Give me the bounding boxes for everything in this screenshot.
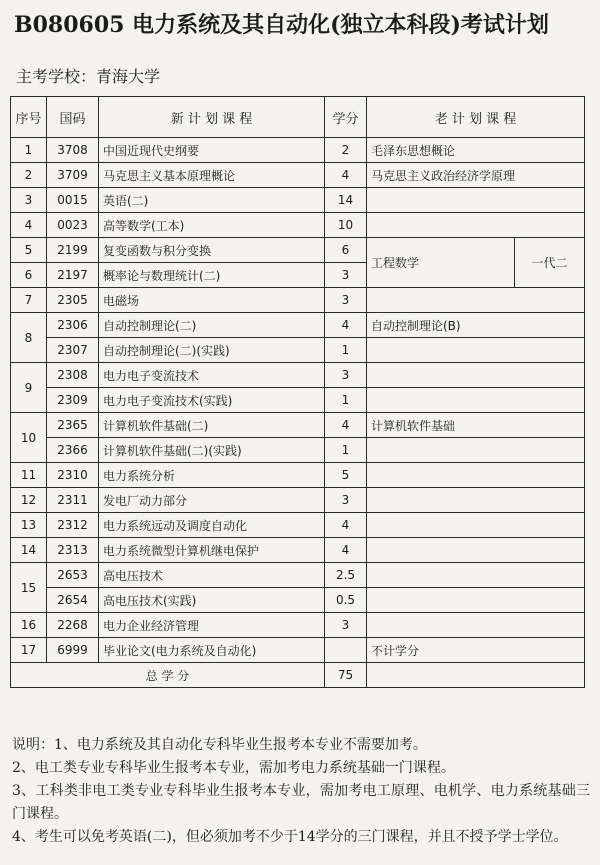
table-row (11, 188, 585, 213)
table-row (11, 163, 585, 188)
note-item: 2、电工类专业专科毕业生报考本专业，需加考电力系统基础一门课程。 (12, 760, 455, 776)
notes (12, 734, 590, 849)
cell-old-course (367, 363, 585, 388)
note-item: 4、考生可以免考英语(二)，但必须加考不少于14学分的三门课程，并且不授予学士学位。 (12, 829, 568, 845)
cell-code: 2307 (47, 338, 99, 363)
cell-course: 高等数学(工本) (99, 213, 325, 238)
cell-code: 0015 (47, 188, 99, 213)
total-row (11, 663, 585, 688)
table-row (11, 488, 585, 513)
table-row (11, 638, 585, 663)
cell-old-course: 马克思主义政治经济学原理 (367, 163, 585, 188)
table-row (11, 413, 585, 438)
cell-old-course: 不计学分 (367, 638, 585, 663)
cell-old-course (367, 338, 585, 363)
cell-old-course (367, 513, 585, 538)
cell-seq: 1 (11, 138, 47, 163)
cell-old-course: 自动控制理论(B) (367, 313, 585, 338)
cell-credit (325, 638, 367, 663)
cell-credit: 2 (325, 138, 367, 163)
cell-course: 高电压技术(实践) (99, 588, 325, 613)
cell-course: 发电厂动力部分 (99, 488, 325, 513)
table-row (11, 238, 585, 263)
cell-old-course (367, 563, 585, 588)
cell-code: 0023 (47, 213, 99, 238)
cell-course: 电力系统微型计算机继电保护 (99, 538, 325, 563)
cell-code: 2305 (47, 288, 99, 313)
cell-seq: 3 (11, 188, 47, 213)
cell-code: 2309 (47, 388, 99, 413)
cell-credit: 3 (325, 488, 367, 513)
cell-code: 6999 (47, 638, 99, 663)
cell-seq: 9 (11, 363, 47, 413)
cell-course: 电力电子变流技术 (99, 363, 325, 388)
cell-code: 2311 (47, 488, 99, 513)
cell-course: 英语(二) (99, 188, 325, 213)
cell-course: 马克思主义基本原理概论 (99, 163, 325, 188)
cell-seq: 14 (11, 538, 47, 563)
cell-old-course: 毛泽东思想概论 (367, 138, 585, 163)
cell-credit: 3 (325, 263, 367, 288)
cell-credit: 2.5 (325, 563, 367, 588)
cell-old-course (367, 438, 585, 463)
cell-course: 电力系统远动及调度自动化 (99, 513, 325, 538)
cell-seq: 10 (11, 413, 47, 463)
note-item: 3、工科类非电工类专业专科毕业生报考本专业，需加考电工原理、电机学、电力系统基础三门课程。 (12, 783, 590, 822)
table-row (11, 213, 585, 238)
cell-code: 2653 (47, 563, 99, 588)
cell-old-course (367, 288, 585, 313)
cell-old-course: 计算机软件基础 (367, 413, 585, 438)
cell-code: 3709 (47, 163, 99, 188)
cell-seq: 4 (11, 213, 47, 238)
cell-old-course-extra: 一代二 (515, 238, 585, 288)
cell-course: 计算机软件基础(二) (99, 413, 325, 438)
cell-old-course: 工程数学 (367, 238, 515, 288)
cell-old-course (367, 488, 585, 513)
table-row (11, 563, 585, 588)
cell-seq: 17 (11, 638, 47, 663)
table-row (11, 513, 585, 538)
exam-plan-table (10, 96, 585, 688)
cell-credit: 10 (325, 213, 367, 238)
cell-credit: 4 (325, 538, 367, 563)
cell-credit: 4 (325, 313, 367, 338)
cell-seq: 5 (11, 238, 47, 263)
total-label: 总 学 分 (11, 663, 325, 688)
cell-code: 2197 (47, 263, 99, 288)
cell-credit: 5 (325, 463, 367, 488)
cell-credit: 3 (325, 288, 367, 313)
cell-course: 电磁场 (99, 288, 325, 313)
table-header-row (11, 97, 585, 138)
cell-seq: 13 (11, 513, 47, 538)
cell-old-course (367, 613, 585, 638)
cell-course: 高电压技术 (99, 563, 325, 588)
table-row (11, 288, 585, 313)
cell-course: 复变函数与积分变换 (99, 238, 325, 263)
cell-old-course (367, 388, 585, 413)
cell-old-course (367, 588, 585, 613)
header-code: 国码 (47, 97, 99, 138)
cell-credit: 1 (325, 388, 367, 413)
cell-code: 2199 (47, 238, 99, 263)
cell-old-course (367, 538, 585, 563)
cell-course: 计算机软件基础(二)(实践) (99, 438, 325, 463)
cell-seq: 15 (11, 563, 47, 613)
cell-seq: 6 (11, 263, 47, 288)
cell-seq: 2 (11, 163, 47, 188)
cell-code: 2654 (47, 588, 99, 613)
cell-course: 概率论与数理统计(二) (99, 263, 325, 288)
cell-seq: 11 (11, 463, 47, 488)
cell-old-course (367, 213, 585, 238)
cell-seq: 16 (11, 613, 47, 638)
cell-credit: 0.5 (325, 588, 367, 613)
cell-course: 中国近现代史纲要 (99, 138, 325, 163)
total-value: 75 (325, 663, 367, 688)
cell-old-course (367, 463, 585, 488)
note-item: 说明：1、电力系统及其自动化专科毕业生报考本专业不需要加考。 (12, 737, 427, 753)
cell-code: 2306 (47, 313, 99, 338)
cell-course: 毕业论文(电力系统及自动化) (99, 638, 325, 663)
table-row (11, 338, 585, 363)
sponsor-school: 主考学校：青海大学 (16, 67, 161, 86)
header-seq: 序号 (11, 97, 47, 138)
cell-course: 自动控制理论(二)(实践) (99, 338, 325, 363)
table-row (11, 388, 585, 413)
cell-course: 自动控制理论(二) (99, 313, 325, 338)
cell-credit: 6 (325, 238, 367, 263)
cell-course: 电力电子变流技术(实践) (99, 388, 325, 413)
table-row (11, 463, 585, 488)
total-old-empty (367, 663, 585, 688)
header-new-course: 新 计 划 课 程 (99, 97, 325, 138)
cell-credit: 3 (325, 613, 367, 638)
cell-credit: 3 (325, 363, 367, 388)
page-title: B080605 电力系统及其自动化(独立本科段)考试计划 (14, 12, 549, 38)
cell-code: 2313 (47, 538, 99, 563)
cell-credit: 4 (325, 163, 367, 188)
table-row (11, 363, 585, 388)
cell-seq: 7 (11, 288, 47, 313)
cell-course: 电力系统分析 (99, 463, 325, 488)
cell-code: 2366 (47, 438, 99, 463)
cell-seq: 12 (11, 488, 47, 513)
table-row (11, 138, 585, 163)
cell-credit: 4 (325, 413, 367, 438)
table-row (11, 438, 585, 463)
cell-old-course (367, 188, 585, 213)
cell-code: 2310 (47, 463, 99, 488)
cell-credit: 14 (325, 188, 367, 213)
cell-code: 2365 (47, 413, 99, 438)
cell-credit: 1 (325, 438, 367, 463)
cell-code: 2308 (47, 363, 99, 388)
header-old-course: 老 计 划 课 程 (367, 97, 585, 138)
cell-code: 3708 (47, 138, 99, 163)
cell-code: 2268 (47, 613, 99, 638)
table-row (11, 588, 585, 613)
table-row (11, 313, 585, 338)
cell-credit: 1 (325, 338, 367, 363)
table-row (11, 613, 585, 638)
cell-course: 电力企业经济管理 (99, 613, 325, 638)
header-credit: 学分 (325, 97, 367, 138)
cell-seq: 8 (11, 313, 47, 363)
table-row (11, 538, 585, 563)
cell-code: 2312 (47, 513, 99, 538)
cell-credit: 4 (325, 513, 367, 538)
